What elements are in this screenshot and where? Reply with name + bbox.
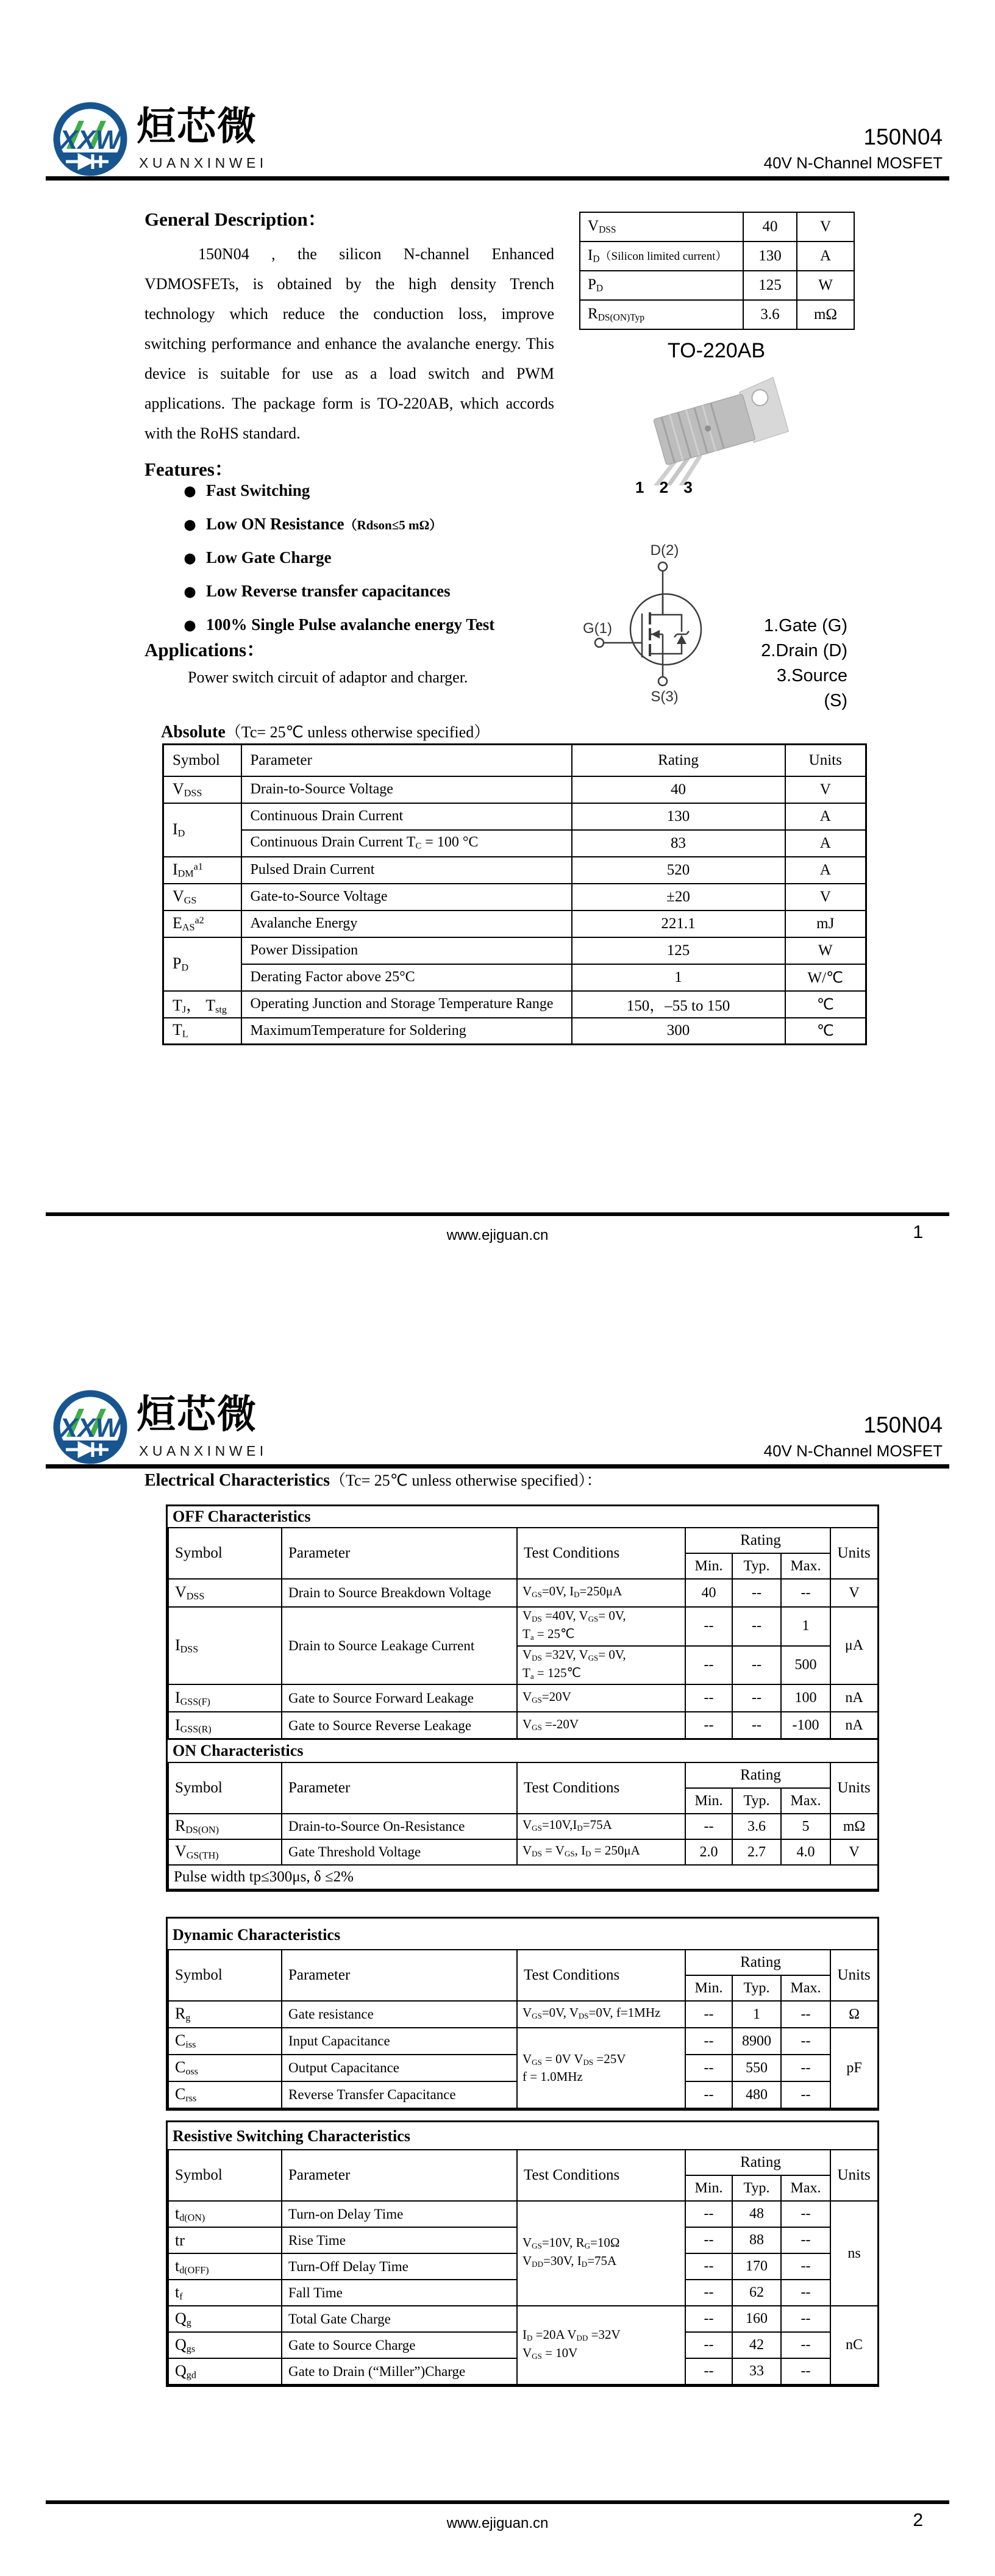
max-cell: 5 (781, 1814, 830, 1839)
unit-cell: A (785, 830, 866, 857)
min-cell: -- (685, 2201, 732, 2227)
parameter-cell: Turn-Off Delay Time (282, 2253, 517, 2280)
test-conditions-cell: $V_{GS}=10V,I_D=75A$ (517, 1814, 685, 1839)
parameter-cell: Output Capacitance (282, 2055, 517, 2081)
bullet-icon: ⬤ (184, 485, 196, 497)
brand-name-en: XUANXINWEI (139, 155, 268, 171)
symbol-cell: $I_{GSS(F)}$ (168, 1684, 282, 1712)
parameter-cell: Drain-to-Source Voltage (241, 776, 572, 803)
table-row (163, 911, 866, 937)
test-conditions-cell: $I_D =20A$ $V_{DD} =32V$ $V_{GS} = 10V$ (517, 2306, 685, 2385)
parameter-cell: Gate to Drain (“Miller”)Charge (282, 2358, 517, 2385)
feature-label: Fast Switching (206, 481, 310, 499)
table-row (168, 1712, 878, 1739)
parameter-cell: Turn-on Delay Time (282, 2201, 517, 2227)
typ-cell: 2.7 (732, 1839, 781, 1865)
logo-monogram: XXW (59, 1413, 121, 1443)
col-header-units: Units (785, 745, 866, 776)
max-cell: 500 (781, 1646, 830, 1685)
unit-cell: μA (830, 1607, 878, 1684)
col-header-parameter: Parameter (282, 1950, 517, 2001)
col-header-rating: Rating (572, 745, 785, 776)
col-header-symbol: Symbol (168, 1950, 282, 2001)
electrical-heading (144, 1468, 602, 1490)
typ-cell: 1 (732, 2001, 781, 2028)
col-header-min: Min. (685, 1975, 732, 2001)
typ-cell: 550 (732, 2055, 781, 2081)
typ-cell: 160 (732, 2306, 781, 2332)
max-cell: -- (781, 2253, 830, 2280)
parameter-cell: Operating Junction and Storage Temperature Range (241, 991, 572, 1018)
test-conditions-cell: $V_{DS} =32V$, $V_{GS}= 0V$, $T_a$ = 125℃ (517, 1646, 685, 1685)
bullet-icon: ⬤ (184, 519, 196, 531)
unit-cell: ℃ (785, 1018, 866, 1045)
parameter-cell: Pulsed Drain Current (241, 857, 572, 884)
max-cell: -- (781, 2201, 830, 2227)
min-cell: -- (685, 1607, 732, 1646)
min-cell: 40 (685, 1579, 732, 1607)
symbol-cell: $R_{DS(ON)}$ (168, 1814, 282, 1839)
symbol-cell: $P_D$ (580, 271, 743, 300)
table-row (168, 2001, 878, 2028)
source-pin-label: S(3) (651, 689, 679, 705)
brand-name-cn: 烜芯微 (137, 1392, 257, 1437)
min-cell: -- (685, 2227, 732, 2253)
symbol-cell: $Q_{gs}$ (168, 2332, 282, 2358)
symbol-cell: $I_{GSS(R)}$ (168, 1712, 282, 1739)
symbol-cell: $V_{DSS}$ (163, 776, 241, 803)
parameter-cell: Drain-to-Source On-Resistance (282, 1814, 517, 1839)
page-number: 2 (913, 2510, 923, 2530)
table-row (163, 964, 866, 991)
parameter-cell: MaximumTemperature for Soldering (241, 1018, 572, 1045)
test-conditions-cell: $V_{GS}=0V$, $I_D=250\mu A$ (517, 1579, 685, 1607)
symbol-cell: $C_{rss}$ (168, 2081, 282, 2108)
footer-url: www.ejiguan.cn (446, 1227, 549, 1243)
table-row (168, 2028, 878, 2055)
col-header-parameter: Parameter (282, 1762, 517, 1814)
unit-cell: V (785, 776, 866, 803)
col-header-rating: Rating (685, 1762, 830, 1788)
col-header-min: Min. (685, 1553, 732, 1579)
table-header-row (168, 1950, 878, 1975)
absolute-title: Absolute (161, 723, 226, 742)
max-cell: 4.0 (781, 1839, 830, 1865)
package-name: TO-220AB (667, 339, 765, 362)
parameter-cell: Total Gate Charge (282, 2306, 517, 2332)
value-cell: 130 (743, 242, 797, 271)
rating-cell: 130 (572, 803, 785, 830)
absolute-ratings-table (162, 743, 867, 1045)
min-cell: -- (685, 2081, 732, 2108)
table-row (163, 884, 866, 911)
gate-pin-label: G(1) (583, 620, 612, 637)
max-cell: -- (781, 2227, 830, 2253)
col-header-rating: Rating (685, 2150, 830, 2175)
feature-item (184, 514, 494, 535)
test-conditions-cell: $V_{DS} = V_{GS}$, $I_D = 250\mu A$ (517, 1839, 685, 1865)
table-row (163, 857, 866, 884)
unit-cell: W (785, 937, 866, 964)
max-cell: -- (781, 2306, 830, 2332)
feature-item (184, 615, 494, 636)
min-cell: -- (685, 2253, 732, 2280)
table-row (163, 937, 866, 964)
symbol-cell: $t_f$ (168, 2280, 282, 2306)
col-header-rating: Rating (685, 1950, 830, 1975)
min-cell: -- (685, 2280, 732, 2306)
symbol-cell: $Q_g$ (168, 2306, 282, 2332)
unit-cell: V (830, 1839, 878, 1865)
col-header-units: Units (830, 1950, 878, 2001)
dynamic-characteristics-box (166, 1917, 879, 2111)
symbol-cell: $R_g$ (168, 2001, 282, 2028)
col-header-symbol: Symbol (168, 1762, 282, 1814)
rating-cell: ±20 (572, 884, 785, 911)
absolute-condition: （Tc= 25℃ unless otherwise specified） (225, 723, 490, 741)
company-logo-icon (50, 100, 130, 182)
symbol-cell: $C_{iss}$ (168, 2028, 282, 2055)
page-2 (0, 1288, 995, 2576)
parameter-cell: Reverse Transfer Capacitance (282, 2081, 517, 2108)
value-cell: 3.6 (743, 300, 797, 329)
page-number: 1 (913, 1222, 923, 1242)
electrical-condition: （Tc= 25℃ unless otherwise specified）： (329, 1472, 602, 1489)
parameter-cell: Derating Factor above 25°C (241, 964, 572, 991)
col-header-max: Max. (781, 1788, 830, 1814)
max-cell: 1 (781, 1607, 830, 1646)
table-row (580, 242, 854, 271)
dynamic-characteristics-table (168, 1949, 879, 2109)
general-description-heading: General Description： (144, 209, 327, 230)
off-characteristics-table (168, 1527, 879, 1740)
part-number: 150N04 (863, 124, 943, 149)
logo-monogram: XXW (59, 125, 121, 155)
min-cell: -- (685, 1712, 732, 1739)
unit-cell: V (830, 1579, 878, 1607)
brand-name-en: XUANXINWEI (139, 1443, 268, 1459)
col-header-parameter: Parameter (282, 1528, 517, 1579)
footer-url: www.ejiguan.cn (446, 2515, 549, 2531)
typ-cell: 42 (732, 2332, 781, 2358)
min-cell: -- (685, 2028, 732, 2055)
max-cell: -- (781, 2358, 830, 2385)
table-row (163, 776, 866, 803)
symbol-cell: $t_{d(ON)}$ (168, 2201, 282, 2227)
pin-legend-gate: 1.Gate (G) (764, 616, 847, 635)
rating-cell: 520 (572, 857, 785, 884)
on-characteristics-table (168, 1762, 879, 1890)
feature-note: （Rdson≤5 mΩ） (344, 518, 443, 532)
table-row (580, 300, 854, 329)
company-logo-icon (50, 1388, 130, 1470)
unit-cell: mΩ (830, 1814, 878, 1839)
parameter-cell: Rise Time (282, 2227, 517, 2253)
col-header-parameter: Parameter (282, 2150, 517, 2201)
pulse-width-note: Pulse width tp≤300μs, δ ≤2% (168, 1865, 878, 1889)
feature-item (184, 548, 494, 569)
package-image (616, 376, 805, 485)
symbol-cell: $C_{oss}$ (168, 2055, 282, 2081)
symbol-cell: $T_J$， $T_{stg}$ (163, 991, 241, 1018)
table-row (580, 212, 854, 242)
typ-cell: 33 (732, 2358, 781, 2385)
max-cell: -- (781, 2332, 830, 2358)
resistive-characteristics-box (166, 2120, 879, 2387)
value-cell: 125 (743, 271, 797, 300)
col-header-test-conditions: Test Conditions (517, 1950, 685, 2001)
rating-cell: 125 (572, 937, 785, 964)
typ-cell: 170 (732, 2253, 781, 2280)
features-heading: Features： (144, 459, 234, 480)
min-cell: -- (685, 2306, 732, 2332)
col-header-symbol: Symbol (168, 1528, 282, 1579)
unit-cell: pF (830, 2028, 878, 2108)
col-header-rating: Rating (685, 1528, 830, 1553)
unit-cell: V (785, 884, 866, 911)
table-header-row (168, 2150, 878, 2175)
resistive-characteristics-table (168, 2149, 879, 2385)
symbol-cell: $I_D$ (163, 803, 241, 857)
symbol-cell: $V_{GS(TH)}$ (168, 1839, 282, 1865)
max-cell: -- (781, 2055, 830, 2081)
typ-cell: -- (732, 1646, 781, 1685)
applications-text: Power switch circuit of adaptor and charger. (188, 668, 468, 686)
drain-pin-label: D(2) (650, 542, 679, 559)
table-header-row (168, 1528, 878, 1553)
col-header-min: Min. (685, 2175, 732, 2201)
unit-cell: W (797, 271, 854, 300)
typ-cell: -- (732, 1712, 781, 1739)
pin-legend-source: 3.Source (S) (776, 666, 847, 710)
unit-cell: mΩ (797, 300, 854, 329)
unit-cell: nC (830, 2306, 878, 2385)
typ-cell: 8900 (732, 2028, 781, 2055)
brand-name-cn: 烜芯微 (137, 104, 257, 149)
section-title: Resistive Switching Characteristics (173, 2127, 410, 2145)
symbol-cell: $T_L$ (163, 1018, 241, 1045)
max-cell: -- (781, 2280, 830, 2306)
doc-subtitle: 40V N-Channel MOSFET (763, 154, 943, 172)
absolute-ratings-heading (161, 720, 490, 742)
col-header-parameter: Parameter (241, 745, 572, 776)
features-list (184, 481, 494, 648)
doc-subtitle: 40V N-Channel MOSFET (763, 1442, 943, 1460)
unit-cell: ℃ (785, 991, 866, 1018)
typ-cell: -- (732, 1684, 781, 1712)
applications-heading: Applications： (144, 639, 266, 660)
table-row (580, 271, 854, 300)
parameter-cell: Gate-to-Source Voltage (241, 884, 572, 911)
min-cell: -- (685, 2001, 732, 2028)
pin-legend (756, 614, 847, 714)
part-number: 150N04 (863, 1412, 943, 1437)
col-header-max: Max. (781, 1975, 830, 2001)
parameter-cell: Gate to Source Charge (282, 2332, 517, 2358)
max-cell: -100 (781, 1712, 830, 1739)
table-row (168, 1814, 878, 1839)
footer-rule (46, 2500, 949, 2504)
table-row (163, 803, 866, 830)
col-header-test-conditions: Test Conditions (517, 2150, 685, 2201)
col-header-typ: Typ. (732, 1975, 781, 2001)
rating-cell: 150，–55 to 150 (572, 991, 785, 1018)
symbol-cell: $I_{DSS}$ (168, 1607, 282, 1684)
mosfet-symbol (573, 542, 713, 707)
parameter-cell: Gate Threshold Voltage (282, 1839, 517, 1865)
parameter-cell: Continuous Drain Current $T_C = 100$ °C (241, 830, 572, 857)
col-header-typ: Typ. (732, 1553, 781, 1579)
feature-label: Low Reverse transfer capacitances (206, 582, 451, 600)
table-row (163, 991, 866, 1018)
bullet-icon: ⬤ (184, 620, 196, 631)
parameter-cell: Power Dissipation (241, 937, 572, 964)
parameter-cell: Gate to Source Reverse Leakage (282, 1712, 517, 1739)
pin-legend-drain: 2.Drain (D) (761, 641, 847, 660)
test-conditions-cell: $V_{GS}=0V$, $V_{DS}=0V$, f=1MHz (517, 2001, 685, 2028)
parameter-cell: Input Capacitance (282, 2028, 517, 2055)
test-conditions-cell: $V_{GS}=10V$, $R_G=10\Omega$ $V_{DD}=30V$, $I_D=75A$ (517, 2201, 685, 2306)
parameter-cell: Drain to Source Breakdown Voltage (282, 1579, 517, 1607)
section-title: OFF Characteristics (173, 1508, 311, 1525)
symbol-cell: $t_{d(OFF)}$ (168, 2253, 282, 2280)
unit-cell: A (797, 242, 854, 271)
typ-cell: 48 (732, 2201, 781, 2227)
feature-item (184, 581, 494, 603)
symbol-cell: $I_D(Silicon$ limited current） (580, 242, 743, 271)
col-header-test-conditions: Test Conditions (517, 1528, 685, 1579)
col-header-typ: Typ. (732, 1788, 781, 1814)
typ-cell: 62 (732, 2280, 781, 2306)
general-description-text: 150N04 , the silicon N-channel Enhanced VDMOSFETs, is obtained by the high density Trench technology which reduce the conduction loss, improve switching performance and enhance the avalanche energy. This device is suitable for use as a load switch and PWM applications. The package form is TO-220AB, which accords with the RoHS standard. (144, 245, 554, 442)
typ-cell: 88 (732, 2227, 781, 2253)
typ-cell: 3.6 (732, 1814, 781, 1839)
rating-cell: 221.1 (572, 911, 785, 937)
symbol-cell: $P_D$ (163, 937, 241, 991)
col-header-typ: Typ. (732, 2175, 781, 2201)
col-header-max: Max. (781, 2175, 830, 2201)
rating-cell: 40 (572, 776, 785, 803)
unit-cell: W/℃ (785, 964, 866, 991)
section-title: ON Characteristics (173, 1742, 304, 1759)
pin-numbers-label: 1 2 3 (635, 478, 698, 496)
col-header-symbol: Symbol (168, 2150, 282, 2201)
feature-label: Low Gate Charge (206, 548, 332, 567)
unit-cell: A (785, 803, 866, 830)
unit-cell: nA (830, 1684, 878, 1712)
col-header-max: Max. (781, 1553, 830, 1579)
unit-cell: Ω (830, 2001, 878, 2028)
parameter-cell: Gate to Source Forward Leakage (282, 1684, 517, 1712)
header-rule (46, 176, 949, 181)
on-characteristics-box (166, 1738, 879, 1892)
unit-cell: V (797, 212, 854, 242)
table-row (168, 1607, 878, 1646)
section-title: Dynamic Characteristics (173, 1926, 341, 1944)
symbol-cell: $V_{GS}$ (163, 884, 241, 911)
footer-rule (46, 1212, 949, 1216)
max-cell: -- (781, 1579, 830, 1607)
parameter-cell: Gate resistance (282, 2001, 517, 2028)
symbol-cell: $R_{DS(ON)Typ}$ (580, 300, 743, 329)
table-header-row (168, 1762, 878, 1788)
table-row (163, 1018, 866, 1045)
symbol-cell: $I_{DM}^{a1}$ (163, 857, 241, 884)
max-cell: 100 (781, 1684, 830, 1712)
off-characteristics-box (166, 1504, 879, 1742)
col-header-units: Units (830, 1528, 878, 1579)
min-cell: -- (685, 1646, 732, 1685)
col-header-units: Units (830, 1762, 878, 1814)
symbol-cell: $V_{DSS}$ (580, 212, 743, 242)
parameter-cell: Fall Time (282, 2280, 517, 2306)
rating-cell: 1 (572, 964, 785, 991)
col-header-units: Units (830, 2150, 878, 2201)
test-conditions-cell: $V_{DS} =40V$, $V_{GS}= 0V$, $T_a$ = 25℃ (517, 1607, 685, 1646)
unit-cell: mJ (785, 911, 866, 937)
table-row (168, 1839, 878, 1865)
feature-label: 100% Single Pulse avalanche energy Test (206, 615, 495, 634)
max-cell: -- (781, 2001, 830, 2028)
symbol-cell: $E_{AS}^{a2}$ (163, 911, 241, 937)
table-row (168, 1865, 878, 1889)
parameter-cell: Continuous Drain Current (241, 803, 572, 830)
typ-cell: 480 (732, 2081, 781, 2108)
test-conditions-cell: $V_{GS} =-20V$ (517, 1712, 685, 1739)
min-cell: -- (685, 2332, 732, 2358)
col-header-min: Min. (685, 1788, 732, 1814)
max-cell: -- (781, 2081, 830, 2108)
symbol-cell: $Q_{gd}$ (168, 2358, 282, 2385)
electrical-title: Electrical Characteristics (144, 1471, 330, 1490)
bullet-icon: ⬤ (184, 553, 196, 564)
rating-cell: 300 (572, 1018, 785, 1045)
rating-cell: 83 (572, 830, 785, 857)
col-header-test-conditions: Test Conditions (517, 1762, 685, 1814)
table-row (168, 2306, 878, 2332)
symbol-cell: $V_{DSS}$ (168, 1579, 282, 1607)
min-cell: -- (685, 1814, 732, 1839)
symbol-cell: tr (168, 2227, 282, 2253)
min-cell: -- (685, 2358, 732, 2385)
min-cell: -- (685, 2055, 732, 2081)
test-conditions-cell: $V_{GS}=20V$ (517, 1684, 685, 1712)
key-specs-table (579, 212, 855, 330)
value-cell: 40 (743, 212, 797, 242)
table-row (163, 830, 866, 857)
parameter-cell: Drain to Source Leakage Current (282, 1607, 517, 1684)
feature-item (184, 481, 494, 502)
typ-cell: -- (732, 1607, 781, 1646)
max-cell: -- (781, 2028, 830, 2055)
table-row (168, 1579, 878, 1607)
feature-label: Low ON Resistance (206, 515, 344, 533)
table-header-row (163, 745, 866, 776)
table-row (168, 2201, 878, 2227)
parameter-cell: Avalanche Energy (241, 911, 572, 937)
bullet-icon: ⬤ (184, 586, 196, 598)
table-row (168, 1684, 878, 1712)
typ-cell: -- (732, 1579, 781, 1607)
col-header-symbol: Symbol (163, 745, 241, 776)
min-cell: 2.0 (685, 1839, 732, 1865)
unit-cell: ns (830, 2201, 878, 2306)
min-cell: -- (685, 1684, 732, 1712)
unit-cell: nA (830, 1712, 878, 1739)
unit-cell: A (785, 857, 866, 884)
test-conditions-cell: $V_{GS} = 0V$ $V_{DS} =25V$ f = 1.0MHz (517, 2028, 685, 2108)
